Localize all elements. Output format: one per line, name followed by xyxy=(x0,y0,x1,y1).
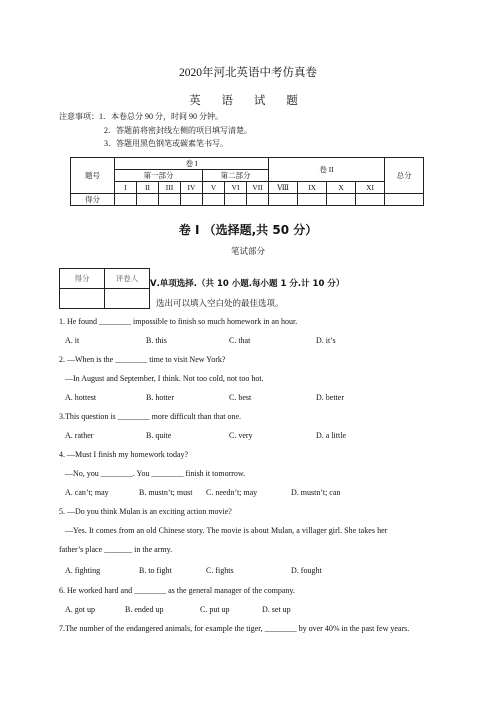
col-label: IX xyxy=(298,182,327,194)
option-d[interactable]: D. fought xyxy=(291,566,322,575)
option-a[interactable]: A. rather xyxy=(65,431,94,440)
option-d[interactable]: D. it’s xyxy=(316,336,336,345)
option-b[interactable]: B. to fight xyxy=(139,566,172,575)
option-b[interactable]: B. mustn’t; must xyxy=(139,488,193,497)
question-5-stem: 5. —Do you think Mulan is an exciting action movie? xyxy=(59,507,232,516)
header-cell-total: 总分 xyxy=(385,158,424,194)
header-cell-tihao: 题号 xyxy=(71,158,115,194)
col-label: II xyxy=(137,182,159,194)
score-cell[interactable] xyxy=(181,194,203,206)
score-cell[interactable] xyxy=(137,194,159,206)
section5-title: Ⅴ.单项选择.（共 10 小题.每小题 1 分.计 10 分） xyxy=(150,279,345,289)
score-cell[interactable] xyxy=(298,194,327,206)
option-b[interactable]: B. hotter xyxy=(146,393,174,402)
option-d[interactable]: D. better xyxy=(316,393,344,402)
option-d[interactable]: D. a little xyxy=(316,431,346,440)
option-a[interactable]: A. can’t; may xyxy=(65,488,109,497)
grader-score-cell[interactable] xyxy=(60,289,105,309)
exam-title: 2020年河北英语中考仿真卷 xyxy=(179,67,317,79)
question-3-options xyxy=(65,431,425,443)
grader-name-cell[interactable] xyxy=(105,289,150,309)
section-title: 卷 I （选择题,共 50 分） xyxy=(178,223,318,237)
score-cell[interactable] xyxy=(356,194,385,206)
option-c[interactable]: C. fights xyxy=(206,566,234,575)
question-1-options xyxy=(65,336,425,348)
option-c[interactable]: C. very xyxy=(229,431,253,440)
option-a[interactable]: A. hottest xyxy=(65,393,97,402)
header-cell-juan1: 卷 I xyxy=(115,158,269,170)
score-row-label: 得分 xyxy=(71,194,115,206)
option-b[interactable]: B. quite xyxy=(146,431,172,440)
score-cell[interactable] xyxy=(203,194,225,206)
grader-name-label: 评卷人 xyxy=(105,269,150,289)
question-5-options xyxy=(65,566,425,578)
col-label: Ⅷ xyxy=(269,182,298,194)
header-cell-part1: 第一部分 xyxy=(115,170,203,182)
question-6-options xyxy=(65,605,425,617)
question-6-stem: 6. He worked hard and ________ as the general manager of the company. xyxy=(59,586,295,595)
col-label: III xyxy=(159,182,181,194)
question-1-stem: 1. He found ________ impossible to finish so much homework in an hour. xyxy=(59,317,298,326)
grader-score-label: 得分 xyxy=(60,269,105,289)
option-d[interactable]: D. set up xyxy=(262,605,291,614)
col-label: VI xyxy=(225,182,247,194)
notice-line-3: 3．答题用黑色钢笔或碳素笔书写。 xyxy=(104,139,228,148)
question-4-answer: —No, you ________. You ________ finish it tomorrow. xyxy=(65,469,246,478)
option-c[interactable]: C. put up xyxy=(200,605,230,614)
question-4-options xyxy=(65,488,425,500)
question-2-answer: —In August and September, I think. Not too cold, not too hot. xyxy=(65,374,264,383)
exam-subtitle: 英 语 试 题 xyxy=(189,95,307,107)
col-label: V xyxy=(203,182,225,194)
score-table xyxy=(70,157,424,206)
question-2-options xyxy=(65,393,425,405)
col-label: IV xyxy=(181,182,203,194)
section5-instruction: 选出可以填入空白处的最佳选项。 xyxy=(156,298,284,308)
question-7-stem: 7.The number of the endangered animals, for example the tiger, ________ by over 40% in the past few years. xyxy=(59,624,410,633)
option-a[interactable]: A. got up xyxy=(65,605,95,614)
option-a[interactable]: A. fighting xyxy=(65,566,101,575)
question-4-stem: 4. —Must I finish my homework today? xyxy=(59,450,189,459)
score-cell[interactable] xyxy=(327,194,356,206)
col-label: XI xyxy=(356,182,385,194)
score-cell[interactable] xyxy=(115,194,137,206)
notice-line-1: 注意事项：1．本卷总分 90 分，时间 90 分钟。 xyxy=(59,112,223,121)
option-b[interactable]: B. ended up xyxy=(125,605,164,614)
option-c[interactable]: C. needn’t; may xyxy=(206,488,258,497)
question-2-stem: 2. —When is the ________ time to visit New York? xyxy=(59,355,226,364)
option-d[interactable]: D. mustn’t; can xyxy=(291,488,341,497)
header-cell-part2: 第二部分 xyxy=(203,170,269,182)
score-cell[interactable] xyxy=(159,194,181,206)
col-label: VII xyxy=(247,182,269,194)
option-b[interactable]: B. this xyxy=(146,336,167,345)
notice-line-2: 2．答题前将密封线左侧的项目填写清楚。 xyxy=(104,126,252,135)
header-cell-juan2: 卷 II xyxy=(269,158,385,182)
question-3-stem: 3.This question is ________ more difficult than that one. xyxy=(59,412,242,421)
score-cell[interactable] xyxy=(385,194,424,206)
option-c[interactable]: C. that xyxy=(229,336,251,345)
col-label: I xyxy=(115,182,137,194)
option-a[interactable]: A. it xyxy=(65,336,80,345)
part-title: 笔试部分 xyxy=(230,246,265,256)
grader-box xyxy=(59,268,150,309)
score-cell[interactable] xyxy=(225,194,247,206)
score-cell[interactable] xyxy=(247,194,269,206)
option-c[interactable]: C. best xyxy=(229,393,252,402)
score-cell[interactable] xyxy=(269,194,298,206)
question-5-answer-cont: father’s place _______ in the army. xyxy=(59,545,173,554)
question-5-answer: —Yes. It comes from an old Chinese story. The movie is about Mulan, a villager girl. She takes her xyxy=(65,526,388,535)
col-label: X xyxy=(327,182,356,194)
